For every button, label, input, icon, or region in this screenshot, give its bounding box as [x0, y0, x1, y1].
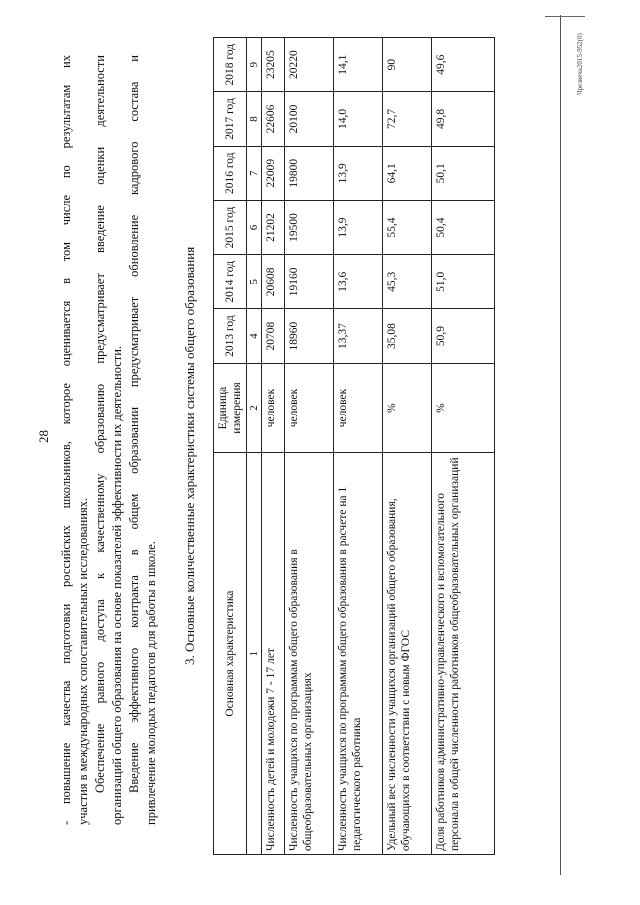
value-cell: 19500 — [285, 200, 334, 254]
table-row — [334, 38, 383, 855]
table-header-row — [214, 38, 247, 855]
value-cell: 45,3 — [383, 255, 432, 309]
value-cell: 20100 — [285, 92, 334, 146]
row-label: Численность детей и молодежи 7 - 17 лет — [262, 453, 285, 855]
margin-tick — [545, 16, 585, 17]
value-cell: 18960 — [285, 309, 334, 363]
margin-note: Чрезвеча2015-952(0) — [576, 33, 584, 95]
index-cell: 2 — [247, 363, 262, 453]
value-cell: 19800 — [285, 146, 334, 200]
paragraph-line: - повышение качества подготовки российских школьников, которое оценивается в том числе по результатам их — [59, 55, 73, 825]
page-number: 28 — [36, 430, 51, 443]
value-cell: 51,0 — [432, 255, 495, 309]
header-cell: Основная характеристика — [214, 453, 247, 855]
table-row — [285, 38, 334, 855]
index-cell: 9 — [247, 38, 262, 92]
header-cell: 2015 год — [214, 200, 247, 254]
value-cell: 14,1 — [334, 38, 383, 92]
header-cell: 2017 год — [214, 92, 247, 146]
value-cell: 35,08 — [383, 309, 432, 363]
table-row — [432, 38, 495, 855]
index-cell: 8 — [247, 92, 262, 146]
value-cell: 20220 — [285, 38, 334, 92]
header-cell: 2016 год — [214, 146, 247, 200]
header-cell: 2013 год — [214, 309, 247, 363]
value-cell: 49,8 — [432, 92, 495, 146]
value-cell: 13,9 — [334, 200, 383, 254]
value-cell: 23205 — [262, 38, 285, 92]
row-label: Доля работников административно-управленческого и вспомогательного персонала в общей численности работников общеобразовательных организаций — [432, 453, 495, 855]
value-cell: 22606 — [262, 92, 285, 146]
row-label: Численность учащихся по программам общего образования в общеобразовательных организациях — [285, 453, 334, 855]
value-cell: 72,7 — [383, 92, 432, 146]
unit-cell: человек — [262, 363, 285, 453]
value-cell: 20608 — [262, 255, 285, 309]
section-title: 3. Основные количественные характеристики системы общего образования — [182, 246, 197, 665]
value-cell: 21202 — [262, 200, 285, 254]
index-cell: 1 — [247, 453, 262, 855]
unit-cell: человек — [285, 363, 334, 453]
margin-rule — [560, 15, 561, 875]
paragraph-line: участия в международных сопоставительных исследованиях. — [76, 497, 90, 825]
paragraph-line: Введение эффективного контракта в общем образовании предусматривает обновление кадрового состава и — [127, 55, 141, 793]
unit-cell: человек — [334, 363, 383, 453]
header-cell: 2018 год — [214, 38, 247, 92]
value-cell: 13,37 — [334, 309, 383, 363]
unit-cell: % — [432, 363, 495, 453]
header-cell: 2014 год — [214, 255, 247, 309]
value-cell: 14,0 — [334, 92, 383, 146]
value-cell: 19160 — [285, 255, 334, 309]
unit-cell: % — [383, 363, 432, 453]
paragraph-line: организаций общего образования на основе показателей эффективности их деятельности. — [110, 345, 124, 825]
index-cell: 5 — [247, 255, 262, 309]
value-cell: 55,4 — [383, 200, 432, 254]
paragraph-line: Обеспечение равного доступа к качественному образованию предусматривает введение оценки деятельности — [93, 55, 107, 793]
value-cell: 49,6 — [432, 38, 495, 92]
index-cell: 4 — [247, 309, 262, 363]
value-cell: 64,1 — [383, 146, 432, 200]
index-cell: 7 — [247, 146, 262, 200]
value-cell: 90 — [383, 38, 432, 92]
paragraph-line: привлечение молодых педагогов для работы в школе. — [144, 541, 158, 825]
characteristics-table — [213, 37, 495, 855]
value-cell: 13,6 — [334, 255, 383, 309]
table-index-row — [247, 38, 262, 855]
value-cell: 20708 — [262, 309, 285, 363]
value-cell: 13,9 — [334, 146, 383, 200]
row-label: Численность учащихся по программам общего образования в расчете на 1 педагогического работника — [334, 453, 383, 855]
header-cell: Единица измерения — [214, 363, 247, 453]
index-cell: 6 — [247, 200, 262, 254]
value-cell: 50,1 — [432, 146, 495, 200]
value-cell: 50,4 — [432, 200, 495, 254]
row-label: Удельный вес численности учащихся организаций общего образования, обучающихся в соответствии с новым ФГОС — [383, 453, 432, 855]
value-cell: 50,9 — [432, 309, 495, 363]
value-cell: 22009 — [262, 146, 285, 200]
table-row — [383, 38, 432, 855]
table-row — [262, 38, 285, 855]
